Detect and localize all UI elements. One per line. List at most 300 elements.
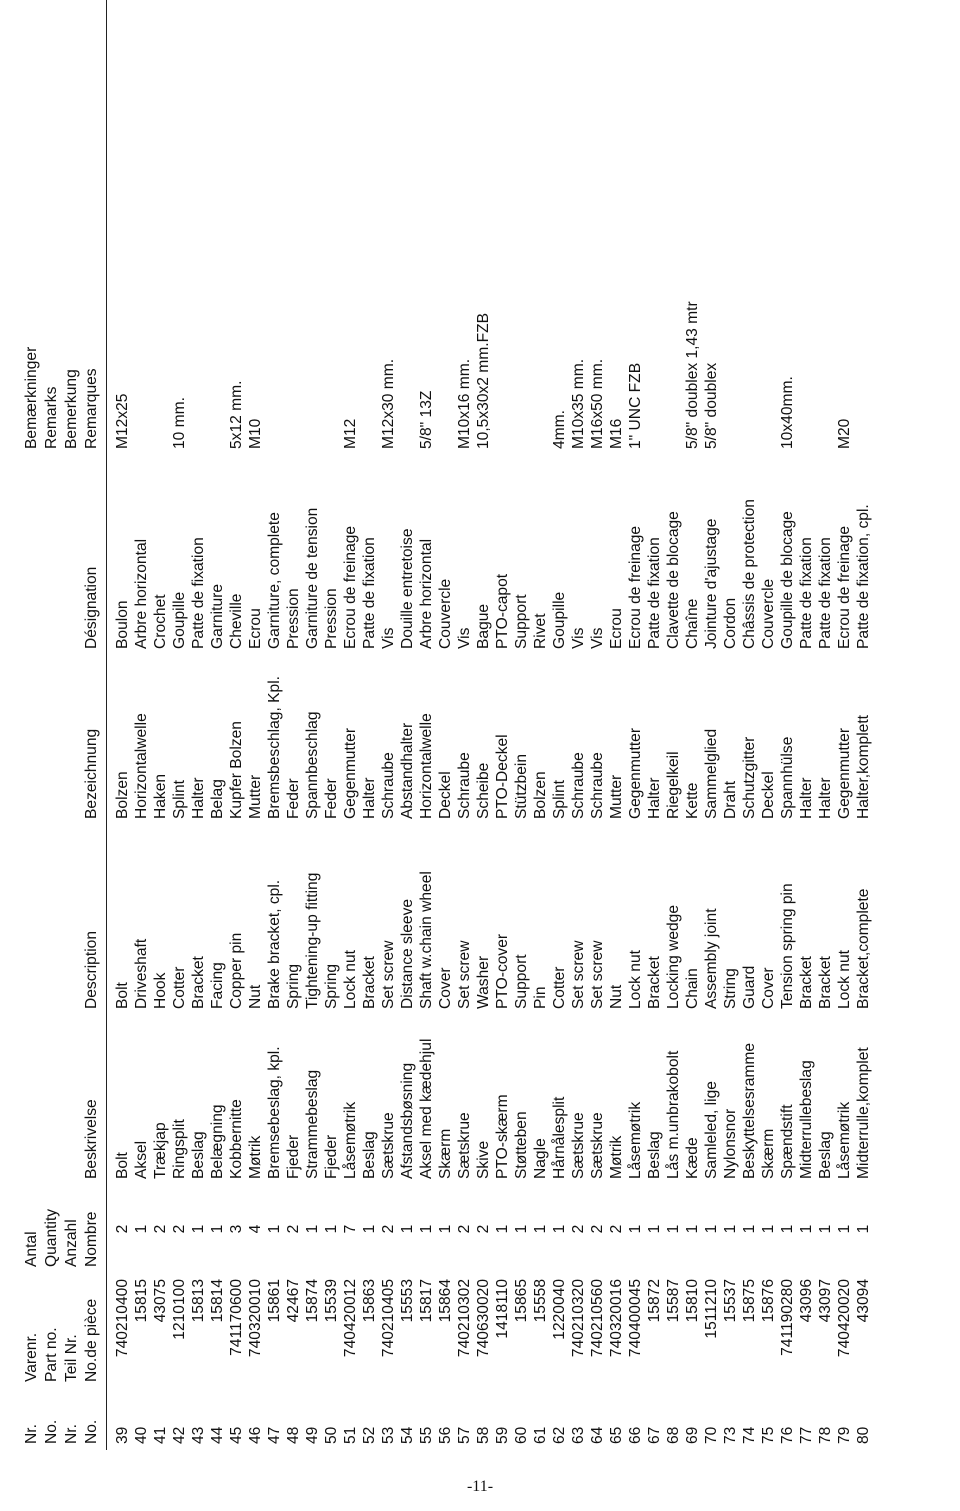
cell-quantity: 1 xyxy=(684,1224,701,1234)
cell-quantity: 2 xyxy=(570,1224,587,1234)
header-remarks: Bemærkninger Remarks Bemerkung Remarques xyxy=(22,0,107,455)
table-row xyxy=(721,0,740,1450)
cell-bezeichnung: Gegenmutter xyxy=(342,727,359,819)
cell-nr: 70 xyxy=(703,1426,720,1444)
cell-nr: 63 xyxy=(570,1426,587,1444)
cell-part-number: 740210560 xyxy=(589,1279,606,1358)
cell-bezeichnung: Mutter xyxy=(608,774,625,819)
parts-list-sheet xyxy=(22,0,922,1450)
cell-quantity: 1 xyxy=(209,1224,226,1234)
cell-nr: 56 xyxy=(437,1426,454,1444)
cell-designation: Couvercle xyxy=(760,578,777,649)
cell-quantity: 1 xyxy=(798,1224,815,1234)
table-row xyxy=(246,0,265,1450)
parts-table xyxy=(22,0,873,1450)
table-row xyxy=(474,0,493,1450)
cell-designation: Ecrou de freinage xyxy=(627,525,644,649)
cell-bezeichnung: Bolzen xyxy=(114,771,131,819)
cell-quantity: 1 xyxy=(855,1224,872,1234)
cell-designation: PTO-capot xyxy=(494,573,511,649)
cell-remarks xyxy=(322,0,341,455)
cell-nr: 75 xyxy=(760,1426,777,1444)
table-row xyxy=(569,0,588,1450)
cell-remarks xyxy=(303,0,322,455)
cell-designation: Vis xyxy=(456,627,473,649)
cell-beskrivelse: PTO-skærm xyxy=(494,1094,511,1179)
cell-description: Support xyxy=(513,954,530,1009)
cell-beskrivelse: Aksel med kædehjul xyxy=(418,1038,435,1179)
cell-nr: 43 xyxy=(190,1426,207,1444)
cell-bezeichnung: Deckel xyxy=(760,771,777,819)
table-row xyxy=(531,0,550,1450)
cell-nr: 67 xyxy=(646,1426,663,1444)
table-row xyxy=(512,0,531,1450)
cell-description: Bracket xyxy=(817,956,834,1009)
cell-quantity: 1 xyxy=(494,1224,511,1234)
table-row xyxy=(607,0,626,1450)
cell-bezeichnung: Schraube xyxy=(380,752,397,819)
cell-beskrivelse: Skive xyxy=(475,1140,492,1179)
cell-bezeichnung: Schraube xyxy=(570,752,587,819)
cell-part-number: 15875 xyxy=(741,1279,758,1323)
cell-part-number: 15876 xyxy=(760,1279,777,1323)
cell-nr: 51 xyxy=(342,1426,359,1444)
cell-bezeichnung: Belag xyxy=(209,779,226,819)
cell-part-number: 42467 xyxy=(285,1279,302,1323)
cell-description: Lock nut xyxy=(836,950,853,1009)
cell-quantity: 1 xyxy=(627,1224,644,1234)
table-row xyxy=(550,0,569,1450)
cell-bezeichnung: Splint xyxy=(171,779,188,819)
table-row xyxy=(683,0,702,1450)
cell-remarks xyxy=(512,0,531,455)
cell-designation: Douille entretoise xyxy=(399,528,416,649)
cell-bezeichnung: Haken xyxy=(152,773,169,819)
cell-designation: Cordon xyxy=(722,597,739,649)
cell-designation: Arbre horizontal xyxy=(133,538,150,649)
cell-description: Cover xyxy=(760,967,777,1009)
cell-bezeichnung: Sammelglied xyxy=(703,728,720,819)
page-number: -11- xyxy=(466,1478,494,1495)
cell-beskrivelse: Fjeder xyxy=(285,1134,302,1179)
cell-beskrivelse: Kobbernitte xyxy=(228,1099,245,1179)
table-row xyxy=(702,0,721,1450)
cell-designation: Patte de fixation xyxy=(817,537,834,649)
cell-nr: 62 xyxy=(551,1426,568,1444)
cell-remarks xyxy=(740,0,759,455)
cell-part-number: 43096 xyxy=(798,1279,815,1323)
cell-remarks: 5/8" doublex 1,43 mtr xyxy=(684,301,701,449)
cell-remarks: 10x40mm. xyxy=(779,376,796,449)
cell-part-number: 15815 xyxy=(133,1279,150,1323)
cell-remarks: M12x25 xyxy=(114,393,131,449)
cell-beskrivelse: Beskyttelsesramme xyxy=(741,1042,758,1179)
cell-part-number: 15861 xyxy=(266,1279,283,1323)
cell-designation: Ecrou de freinage xyxy=(836,525,853,649)
cell-nr: 77 xyxy=(798,1426,815,1444)
cell-remarks xyxy=(189,0,208,455)
header-bezeichnung: Bezeichnung xyxy=(22,655,107,825)
cell-beskrivelse: Midterrulle,komplet xyxy=(855,1047,872,1179)
cell-description: Lock nut xyxy=(342,950,359,1009)
cell-nr: 79 xyxy=(836,1426,853,1444)
cell-description: Spring xyxy=(323,963,340,1009)
cell-quantity: 1 xyxy=(817,1224,834,1234)
cell-designation: Rivet xyxy=(532,613,549,649)
cell-quantity: 1 xyxy=(836,1224,853,1234)
cell-part-number: 15558 xyxy=(532,1279,549,1323)
cell-remarks xyxy=(816,0,835,455)
cell-description: Locking wedge xyxy=(665,904,682,1009)
cell-nr: 64 xyxy=(589,1426,606,1444)
cell-part-number: 1418110 xyxy=(494,1279,511,1339)
cell-designation: Vis xyxy=(570,627,587,649)
cell-quantity: 2 xyxy=(475,1224,492,1234)
cell-description: Bracket xyxy=(798,956,815,1009)
cell-description: Hook xyxy=(152,972,169,1009)
cell-description: Bracket,complete xyxy=(855,888,872,1009)
cell-beskrivelse: Afstandsbøsning xyxy=(399,1062,416,1179)
header-description: Description xyxy=(22,825,107,1015)
cell-bezeichnung: Spannbeschlag xyxy=(304,711,321,819)
table-row xyxy=(398,0,417,1450)
cell-bezeichnung: Halter,komplett xyxy=(855,714,872,819)
cell-description: Set screw xyxy=(456,940,473,1009)
cell-nr: 47 xyxy=(266,1426,283,1444)
cell-beskrivelse: Ringsplit xyxy=(171,1119,188,1179)
cell-part-number: 15874 xyxy=(304,1279,321,1323)
cell-bezeichnung: Halter xyxy=(817,777,834,819)
cell-part-number: 15553 xyxy=(399,1279,416,1323)
cell-quantity: 1 xyxy=(551,1224,568,1234)
cell-remarks: M16x50 mm. xyxy=(589,358,606,449)
cell-beskrivelse: Bremsebeslag, kpl. xyxy=(266,1046,283,1179)
cell-nr: 66 xyxy=(627,1426,644,1444)
cell-beskrivelse: Møtrik xyxy=(247,1135,264,1179)
cell-remarks xyxy=(151,0,170,455)
cell-nr: 80 xyxy=(855,1426,872,1444)
cell-quantity: 1 xyxy=(190,1224,207,1234)
cell-part-number: 15813 xyxy=(190,1279,207,1323)
cell-designation: Pression xyxy=(323,588,340,649)
cell-bezeichnung: Kette xyxy=(684,782,701,819)
table-row xyxy=(303,0,322,1450)
cell-description: Bracket xyxy=(190,956,207,1009)
cell-nr: 48 xyxy=(285,1426,302,1444)
cell-description: Cotter xyxy=(171,966,188,1009)
cell-remarks xyxy=(645,0,664,455)
cell-part-number: 15814 xyxy=(209,1279,226,1323)
cell-description: Washer xyxy=(475,955,492,1009)
table-row xyxy=(132,0,151,1450)
cell-part-number: 15865 xyxy=(513,1279,530,1323)
cell-beskrivelse: Beslag xyxy=(361,1131,378,1179)
cell-quantity: 2 xyxy=(285,1224,302,1234)
cell-nr: 69 xyxy=(684,1426,701,1444)
cell-nr: 55 xyxy=(418,1426,435,1444)
cell-part-number: 740400045 xyxy=(627,1279,644,1358)
cell-description: Copper pin xyxy=(228,932,245,1009)
cell-bezeichnung: Feder xyxy=(285,778,302,819)
cell-quantity: 3 xyxy=(228,1224,245,1234)
cell-part-number: 740210320 xyxy=(570,1279,587,1358)
cell-remarks: 10,5x30x2 mm.FZB xyxy=(475,312,492,449)
cell-designation: Goupille xyxy=(551,591,568,649)
header-beskrivelse: Beskrivelse xyxy=(22,1015,107,1185)
cell-description: Cotter xyxy=(551,966,568,1009)
cell-beskrivelse: Trækjap xyxy=(152,1122,169,1179)
cell-description: Set screw xyxy=(589,940,606,1009)
cell-nr: 39 xyxy=(114,1426,131,1444)
cell-part-number: 740210405 xyxy=(380,1279,397,1358)
cell-beskrivelse: Nagle xyxy=(532,1138,549,1179)
header-designation: Désignation xyxy=(22,455,107,655)
cell-quantity: 1 xyxy=(779,1224,796,1234)
cell-designation: Support xyxy=(513,594,530,649)
cell-part-number: 15587 xyxy=(665,1279,682,1323)
cell-quantity: 2 xyxy=(608,1224,625,1234)
table-row xyxy=(208,0,227,1450)
cell-bezeichnung: Halter xyxy=(190,777,207,819)
cell-description: Bracket xyxy=(361,956,378,1009)
cell-remarks xyxy=(208,0,227,455)
cell-bezeichnung: Bremsbeschlag, Kpl. xyxy=(266,675,283,819)
cell-quantity: 1 xyxy=(532,1224,549,1234)
table-row xyxy=(626,0,645,1450)
cell-designation: Garniture xyxy=(209,583,226,649)
cell-part-number: 43097 xyxy=(817,1279,834,1323)
table-header-row xyxy=(22,0,107,1450)
cell-bezeichnung: Deckel xyxy=(437,771,454,819)
cell-designation: Goupille de blocage xyxy=(779,511,796,649)
cell-bezeichnung: Halter xyxy=(798,777,815,819)
cell-designation: Patte de fixation xyxy=(646,537,663,649)
cell-nr: 58 xyxy=(475,1426,492,1444)
cell-remarks xyxy=(493,0,512,455)
cell-bezeichnung: Scheibe xyxy=(475,762,492,819)
cell-beskrivelse: Lås m.unbrakobolt xyxy=(665,1050,682,1179)
cell-bezeichnung: Stützbein xyxy=(513,753,530,819)
table-row xyxy=(778,0,797,1450)
cell-beskrivelse: Støtteben xyxy=(513,1111,530,1179)
cell-bezeichnung: Bolzen xyxy=(532,771,549,819)
cell-remarks xyxy=(398,0,417,455)
cell-part-number: 15872 xyxy=(646,1279,663,1323)
cell-part-number: 741190280 xyxy=(779,1279,796,1356)
table-row xyxy=(360,0,379,1450)
cell-bezeichnung: Draht xyxy=(722,780,739,819)
cell-part-number: 1220040 xyxy=(551,1279,568,1340)
cell-remarks: M16 xyxy=(608,418,625,449)
cell-remarks xyxy=(797,0,816,455)
table-row xyxy=(854,0,873,1450)
cell-designation: Garniture de tension xyxy=(304,507,321,649)
cell-description: Distance sleeve xyxy=(399,898,416,1009)
cell-remarks xyxy=(284,0,303,455)
cell-quantity: 4 xyxy=(247,1224,264,1234)
cell-remarks: M10x35 mm. xyxy=(570,358,587,449)
cell-quantity: 1 xyxy=(399,1224,416,1234)
cell-remarks: M12 xyxy=(342,418,359,449)
cell-designation: Châssis de protection xyxy=(741,499,758,649)
cell-quantity: 2 xyxy=(456,1224,473,1234)
cell-remarks xyxy=(759,0,778,455)
table-row xyxy=(265,0,284,1450)
cell-beskrivelse: Bolt xyxy=(114,1152,131,1179)
cell-part-number: 15539 xyxy=(323,1279,340,1323)
cell-beskrivelse: Låsemøtrik xyxy=(342,1101,359,1179)
cell-designation: Pression xyxy=(285,588,302,649)
cell-bezeichnung: PTO-Deckel xyxy=(494,734,511,819)
table-row xyxy=(189,0,208,1450)
cell-nr: 57 xyxy=(456,1426,473,1444)
cell-nr: 45 xyxy=(228,1426,245,1444)
cell-bezeichnung: Abstandhalter xyxy=(399,722,416,819)
cell-bezeichnung: Horizontalwelle xyxy=(418,713,435,819)
table-row xyxy=(740,0,759,1450)
cell-quantity: 1 xyxy=(266,1224,283,1234)
cell-designation: Vis xyxy=(380,627,397,649)
cell-remarks: M10x16 mm. xyxy=(456,358,473,449)
cell-bezeichnung: Kupfer Bolzen xyxy=(228,721,245,819)
table-row xyxy=(645,0,664,1450)
header-part-number: Varenr. Part no. Teil Nr. No.de pièce xyxy=(22,1273,107,1388)
cell-designation: Couvercle xyxy=(437,578,454,649)
cell-description: Facing xyxy=(209,962,226,1009)
cell-description: String xyxy=(722,968,739,1009)
cell-nr: 60 xyxy=(513,1426,530,1444)
cell-quantity: 1 xyxy=(323,1224,340,1234)
cell-remarks: 5/8" doublex xyxy=(703,362,720,449)
cell-nr: 40 xyxy=(133,1426,150,1444)
cell-quantity: 1 xyxy=(646,1224,663,1234)
cell-part-number: 15863 xyxy=(361,1279,378,1323)
cell-description: Pin xyxy=(532,986,549,1009)
cell-part-number: 741170600 xyxy=(228,1279,245,1356)
cell-bezeichnung: Mutter xyxy=(247,774,264,819)
cell-description: Bracket xyxy=(646,956,663,1009)
cell-description: Cover xyxy=(437,967,454,1009)
cell-remarks: M10 xyxy=(247,418,264,449)
cell-quantity: 1 xyxy=(741,1224,758,1234)
cell-beskrivelse: Hårnålesplit xyxy=(551,1096,568,1179)
table-row xyxy=(797,0,816,1450)
cell-designation: Ecrou de freinage xyxy=(342,525,359,649)
cell-nr: 61 xyxy=(532,1426,549,1444)
cell-beskrivelse: Fjeder xyxy=(323,1134,340,1179)
cell-description: Spring xyxy=(285,963,302,1009)
cell-nr: 50 xyxy=(323,1426,340,1444)
table-row xyxy=(588,0,607,1450)
table-row xyxy=(322,0,341,1450)
cell-remarks: 5x12 mm. xyxy=(228,380,245,449)
cell-part-number: 43075 xyxy=(152,1279,169,1323)
cell-quantity: 1 xyxy=(304,1224,321,1234)
cell-beskrivelse: Beslag xyxy=(190,1131,207,1179)
cell-remarks xyxy=(265,0,284,455)
cell-beskrivelse: Sætskrue xyxy=(456,1112,473,1179)
cell-designation: Cheville xyxy=(228,593,245,649)
cell-beskrivelse: Låsemøtrik xyxy=(836,1101,853,1179)
cell-remarks: 5/8" 13Z xyxy=(418,390,435,449)
cell-quantity: 2 xyxy=(114,1224,131,1234)
table-row xyxy=(436,0,455,1450)
cell-nr: 73 xyxy=(722,1426,739,1444)
table-row xyxy=(455,0,474,1450)
cell-beskrivelse: Nylonsnor xyxy=(722,1108,739,1179)
cell-description: PTO-cover xyxy=(494,933,511,1009)
cell-description: Guard xyxy=(741,965,758,1009)
cell-remarks: 1" UNC FZB xyxy=(627,362,644,449)
cell-nr: 42 xyxy=(171,1426,188,1444)
cell-nr: 52 xyxy=(361,1426,378,1444)
cell-description: Driveshaft xyxy=(133,938,150,1009)
cell-description: Set screw xyxy=(380,940,397,1009)
cell-designation: Garniture, complete xyxy=(266,512,283,649)
cell-part-number: 15537 xyxy=(722,1279,739,1323)
cell-remarks xyxy=(531,0,550,455)
cell-beskrivelse: Låsemøtrik xyxy=(627,1101,644,1179)
cell-description: Chain xyxy=(684,968,701,1009)
cell-designation: Goupille xyxy=(171,591,188,649)
cell-part-number: 1511210 xyxy=(703,1279,720,1339)
cell-description: Tightening-up fitting xyxy=(304,872,321,1009)
cell-designation: Boulon xyxy=(114,600,131,649)
cell-nr: 74 xyxy=(741,1426,758,1444)
table-row xyxy=(227,0,246,1450)
cell-bezeichnung: Halter xyxy=(646,777,663,819)
cell-beskrivelse: Beslag xyxy=(646,1131,663,1179)
table-row xyxy=(759,0,778,1450)
cell-description: Lock nut xyxy=(627,950,644,1009)
cell-quantity: 2 xyxy=(380,1224,397,1234)
cell-remarks xyxy=(436,0,455,455)
cell-part-number: 15864 xyxy=(437,1279,454,1323)
cell-designation: Ecrou xyxy=(247,608,264,649)
header-nr: Nr. No. Nr. No. xyxy=(22,1388,107,1450)
cell-part-number: 740210400 xyxy=(114,1279,131,1358)
cell-bezeichnung: Schutzgitter xyxy=(741,736,758,819)
cell-part-number: 1210100 xyxy=(171,1279,188,1340)
cell-part-number: 43094 xyxy=(855,1279,872,1323)
table-row xyxy=(284,0,303,1450)
cell-quantity: 7 xyxy=(342,1224,359,1234)
cell-quantity: 2 xyxy=(589,1224,606,1234)
cell-quantity: 2 xyxy=(152,1224,169,1234)
cell-designation: Chaîne xyxy=(684,598,701,649)
cell-beskrivelse: Samleled, lige xyxy=(703,1081,720,1179)
cell-designation: Clavette de blocage xyxy=(665,511,682,649)
cell-designation: Ecrou xyxy=(608,608,625,649)
cell-bezeichnung: Spannhülse xyxy=(779,736,796,819)
cell-remarks xyxy=(854,0,873,455)
cell-beskrivelse: Belægning xyxy=(209,1104,226,1179)
table-row xyxy=(493,0,512,1450)
cell-beskrivelse: Aksel xyxy=(133,1140,150,1179)
cell-remarks: 4mm. xyxy=(551,410,568,449)
cell-quantity: 1 xyxy=(722,1224,739,1234)
cell-description: Brake bracket, cpl. xyxy=(266,879,283,1009)
header-quantity: Antal Quantity Anzahl Nombre xyxy=(22,1185,107,1273)
cell-nr: 68 xyxy=(665,1426,682,1444)
cell-designation: Bague xyxy=(475,603,492,649)
cell-beskrivelse: Sætskrue xyxy=(570,1112,587,1179)
cell-bezeichnung: Riegelkeil xyxy=(665,751,682,819)
cell-remarks xyxy=(132,0,151,455)
table-row xyxy=(417,0,436,1450)
cell-beskrivelse: Spændstift xyxy=(779,1104,796,1179)
table-row xyxy=(379,0,398,1450)
